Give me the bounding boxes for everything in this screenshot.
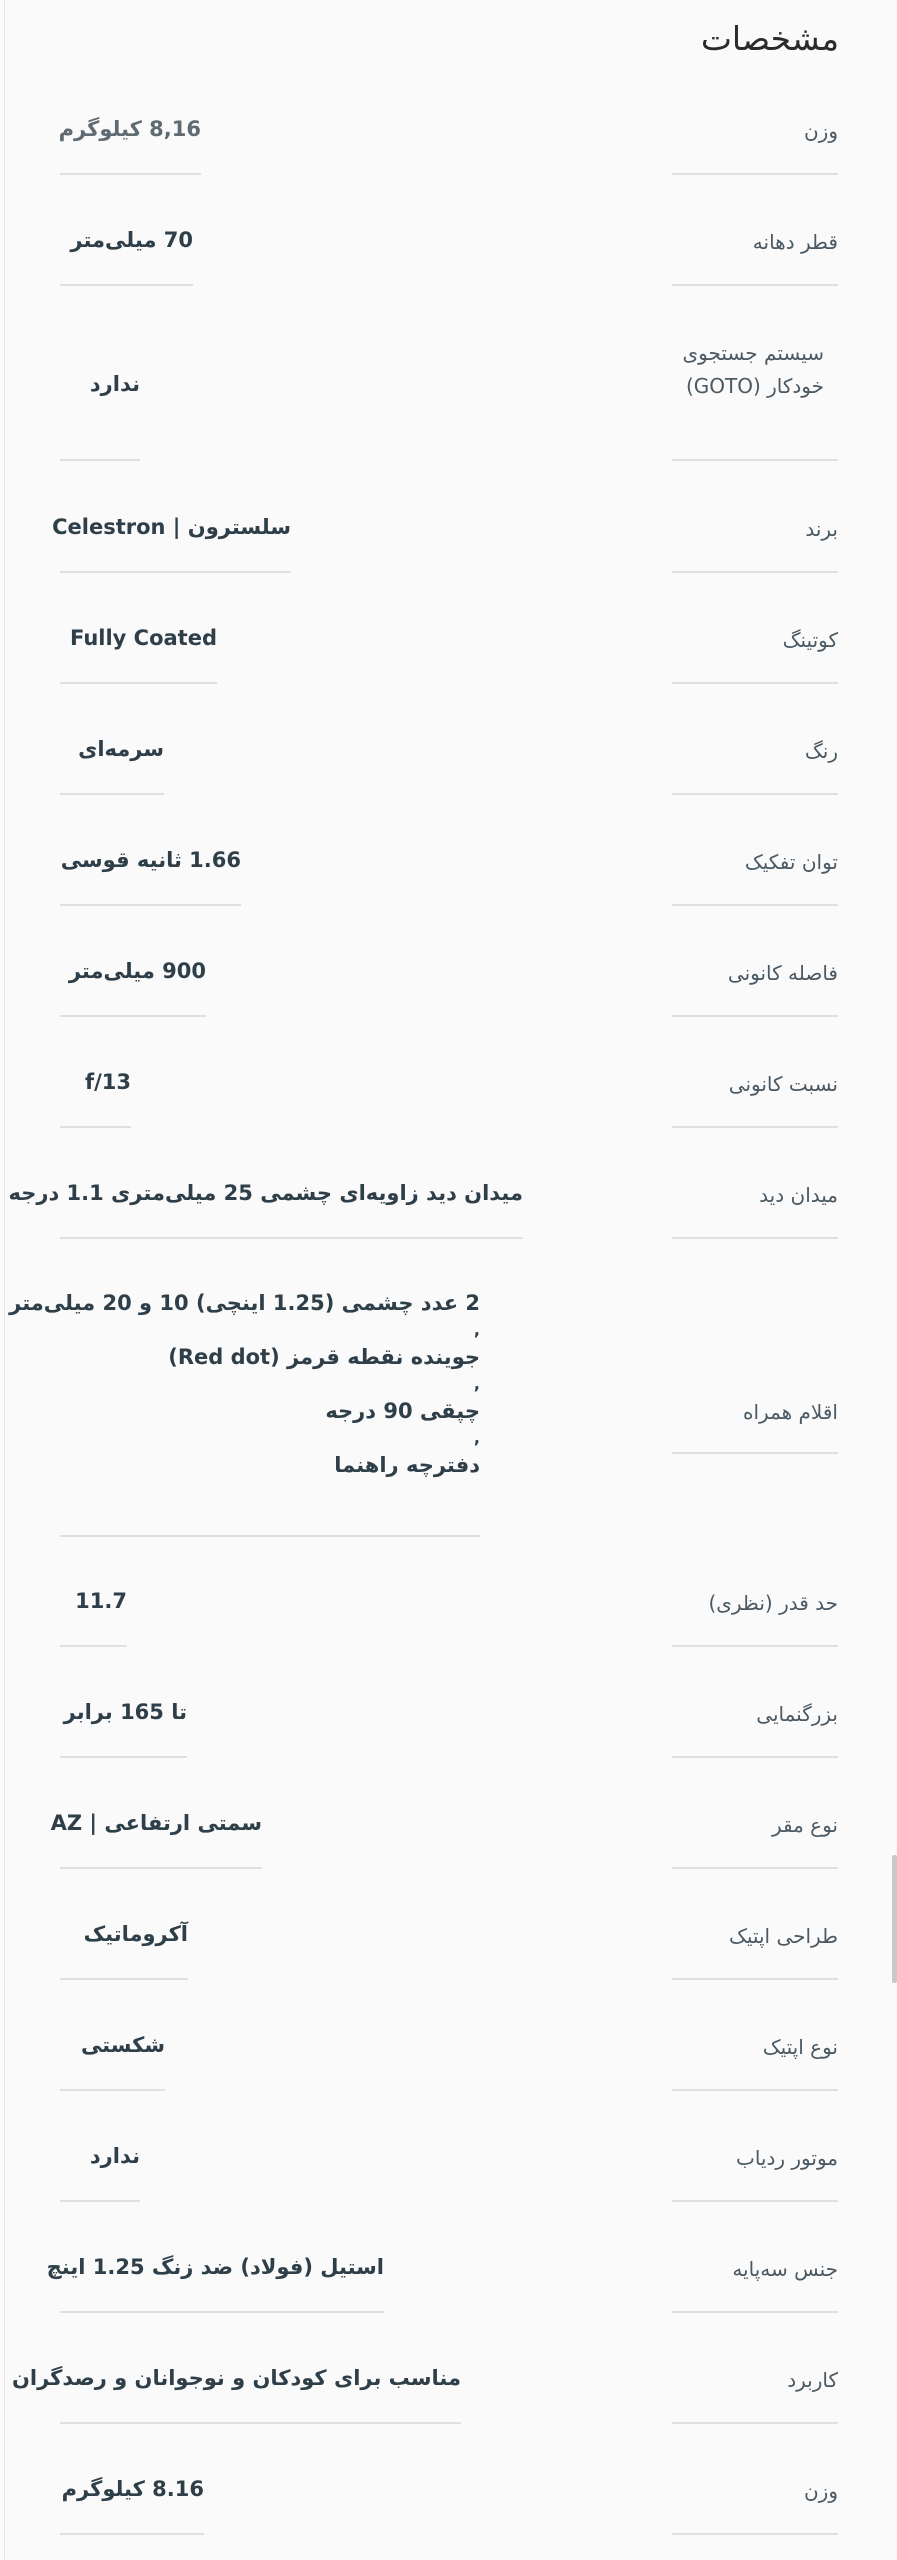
accessories-list (9, 1250, 480, 1482)
spec-row-weight (60, 75, 838, 186)
spec-value: سلسترون | Celestron (52, 515, 291, 539)
spec-label-cell (672, 1658, 838, 1758)
spec-label: کاربرد (787, 2368, 838, 2392)
spec-value-cell (60, 695, 164, 795)
accessory-separator: , (473, 1374, 480, 1393)
spec-row-brand (52, 473, 838, 584)
spec-label: بزرگنمایی (756, 1702, 838, 1726)
spec-label-cell (672, 1250, 838, 1454)
spec-value-cell (11, 2324, 461, 2424)
spec-label: طراحی اپتیک (729, 1924, 838, 1948)
accessory-item: دفترچه راهنما (334, 1453, 480, 1477)
spec-value-cell (60, 186, 193, 286)
spec-value-cell (50, 1769, 262, 1869)
accessory-item: جوینده نقطه قرمز (Red dot) (168, 1345, 480, 1369)
spec-label: وزن (803, 2479, 838, 2503)
spec-row-mount-type (50, 1769, 838, 1880)
spec-label-cell (672, 806, 838, 906)
spec-label: میدان دید (759, 1183, 838, 1207)
spec-label-cell (672, 2435, 838, 2535)
spec-row-tracking-motor (60, 2102, 838, 2213)
spec-label: قطر دهانه (752, 230, 838, 254)
spec-label-cell (672, 75, 838, 175)
spec-label-cell (672, 1769, 838, 1869)
spec-value-cell (60, 1658, 187, 1758)
spec-label: کوتینگ (782, 628, 838, 652)
spec-value: 70 میلی‌متر (70, 228, 193, 252)
spec-row-weight-2 (60, 2435, 838, 2546)
accessory-separator: , (473, 1320, 480, 1339)
spec-value-cell (60, 1880, 188, 1980)
spec-value: f/13 (84, 1070, 131, 1094)
spec-row-focal-length (60, 917, 838, 1028)
spec-label: موتور ردیاب (735, 2146, 838, 2170)
accessory-item: چپقی 90 درجه (325, 1399, 480, 1423)
spec-label-cell (672, 1139, 838, 1239)
spec-value-cell (52, 473, 291, 573)
spec-value: 900 میلی‌متر (68, 959, 206, 983)
spec-value-cell (60, 584, 217, 684)
spec-value: ندارد (89, 372, 140, 396)
spec-label-cell (672, 297, 838, 461)
spec-value-cell (46, 2213, 384, 2313)
spec-value-cell (60, 806, 241, 906)
spec-label-cell (672, 1547, 838, 1647)
spec-label-cell (672, 917, 838, 1017)
spec-value: 8,16 کیلوگرم (58, 117, 201, 141)
spec-row-optical-design (60, 1880, 838, 1991)
spec-row-color (60, 695, 838, 806)
spec-row-resolution (60, 806, 838, 917)
spec-label-cell (672, 2324, 838, 2424)
spec-value-cell (60, 1547, 127, 1647)
page-edge-divider (4, 0, 5, 2560)
spec-label-cell (672, 584, 838, 684)
spec-label-cell (672, 1028, 838, 1128)
spec-value-cell (60, 2102, 140, 2202)
spec-row-limiting-magnitude (60, 1547, 838, 1658)
spec-value-cell (60, 2435, 204, 2535)
scrollbar-thumb[interactable] (892, 1855, 897, 1983)
spec-row-usage (11, 2324, 838, 2435)
spec-label: رنگ (804, 739, 838, 763)
spec-label-cell (672, 2102, 838, 2202)
spec-label: فاصله کانونی (727, 961, 838, 985)
spec-row-coating (60, 584, 838, 695)
spec-row-aperture (60, 186, 838, 297)
spec-value-cell (60, 75, 201, 175)
spec-row-accessories (9, 1250, 838, 1547)
specs-table (8, 75, 838, 2546)
spec-label: نوع اپتیک (762, 2035, 838, 2059)
spec-value-cell (8, 1139, 523, 1239)
spec-row-optical-type (60, 1991, 838, 2102)
spec-label: اقلام همراه (743, 1400, 838, 1424)
spec-value: 8.16 کیلوگرم (61, 2477, 204, 2501)
spec-value: Fully Coated (70, 626, 217, 650)
accessory-item: 2 عدد چشمی (1.25 اینچی) 10 و 20 میلی‌متر (9, 1291, 480, 1315)
spec-label-cell (672, 2213, 838, 2313)
spec-label: جنس سه‌پایه (732, 2257, 838, 2281)
spec-label: نسبت کانونی (728, 1072, 838, 1096)
spec-label: برند (805, 517, 838, 541)
spec-label: وزن (803, 119, 838, 143)
spec-label-cell (672, 695, 838, 795)
spec-value: ندارد (89, 2144, 140, 2168)
accessory-separator: , (473, 1428, 480, 1447)
spec-row-field-of-view (8, 1139, 838, 1250)
spec-value-cell (60, 1028, 131, 1128)
spec-label: سیستم جستجوی خودکار (GOTO) (682, 341, 824, 398)
section-title: مشخصات (700, 19, 839, 58)
spec-value-cell (60, 1991, 165, 2091)
spec-value: سرمه‌ای (78, 737, 164, 761)
spec-value-cell (60, 917, 206, 1017)
spec-value: 11.7 (75, 1589, 127, 1613)
spec-value: مناسب برای کودکان و نوجوانان و رصدگران (11, 2366, 461, 2390)
spec-value: تا 165 برابر (63, 1700, 187, 1724)
spec-row-magnification (60, 1658, 838, 1769)
spec-value: آکروماتیک (83, 1922, 188, 1946)
spec-value: 1.66 ثانیه قوسی (60, 848, 241, 872)
spec-label: توان تفکیک (744, 850, 838, 874)
spec-row-tripod-material (46, 2213, 838, 2324)
spec-value-cell (9, 1250, 480, 1537)
spec-label-cell (672, 1991, 838, 2091)
spec-label: حد قدر (نظری) (708, 1591, 838, 1615)
spec-value: شکستی (80, 2033, 165, 2057)
spec-label-cell (672, 1880, 838, 1980)
spec-value: سمتی ارتفاعی | AZ (50, 1811, 262, 1835)
spec-label: نوع مقر (771, 1813, 838, 1837)
spec-value: میدان دید زاویه‌ای چشمی 25 میلی‌متری 1.1 درجه (8, 1181, 523, 1205)
spec-label-cell (672, 473, 838, 573)
spec-row-focal-ratio (60, 1028, 838, 1139)
spec-value: استیل (فولاد) ضد زنگ 1.25 اینچ (46, 2255, 384, 2279)
spec-value-cell (60, 297, 140, 461)
spec-row-goto (60, 297, 838, 473)
spec-label-cell (672, 186, 838, 286)
